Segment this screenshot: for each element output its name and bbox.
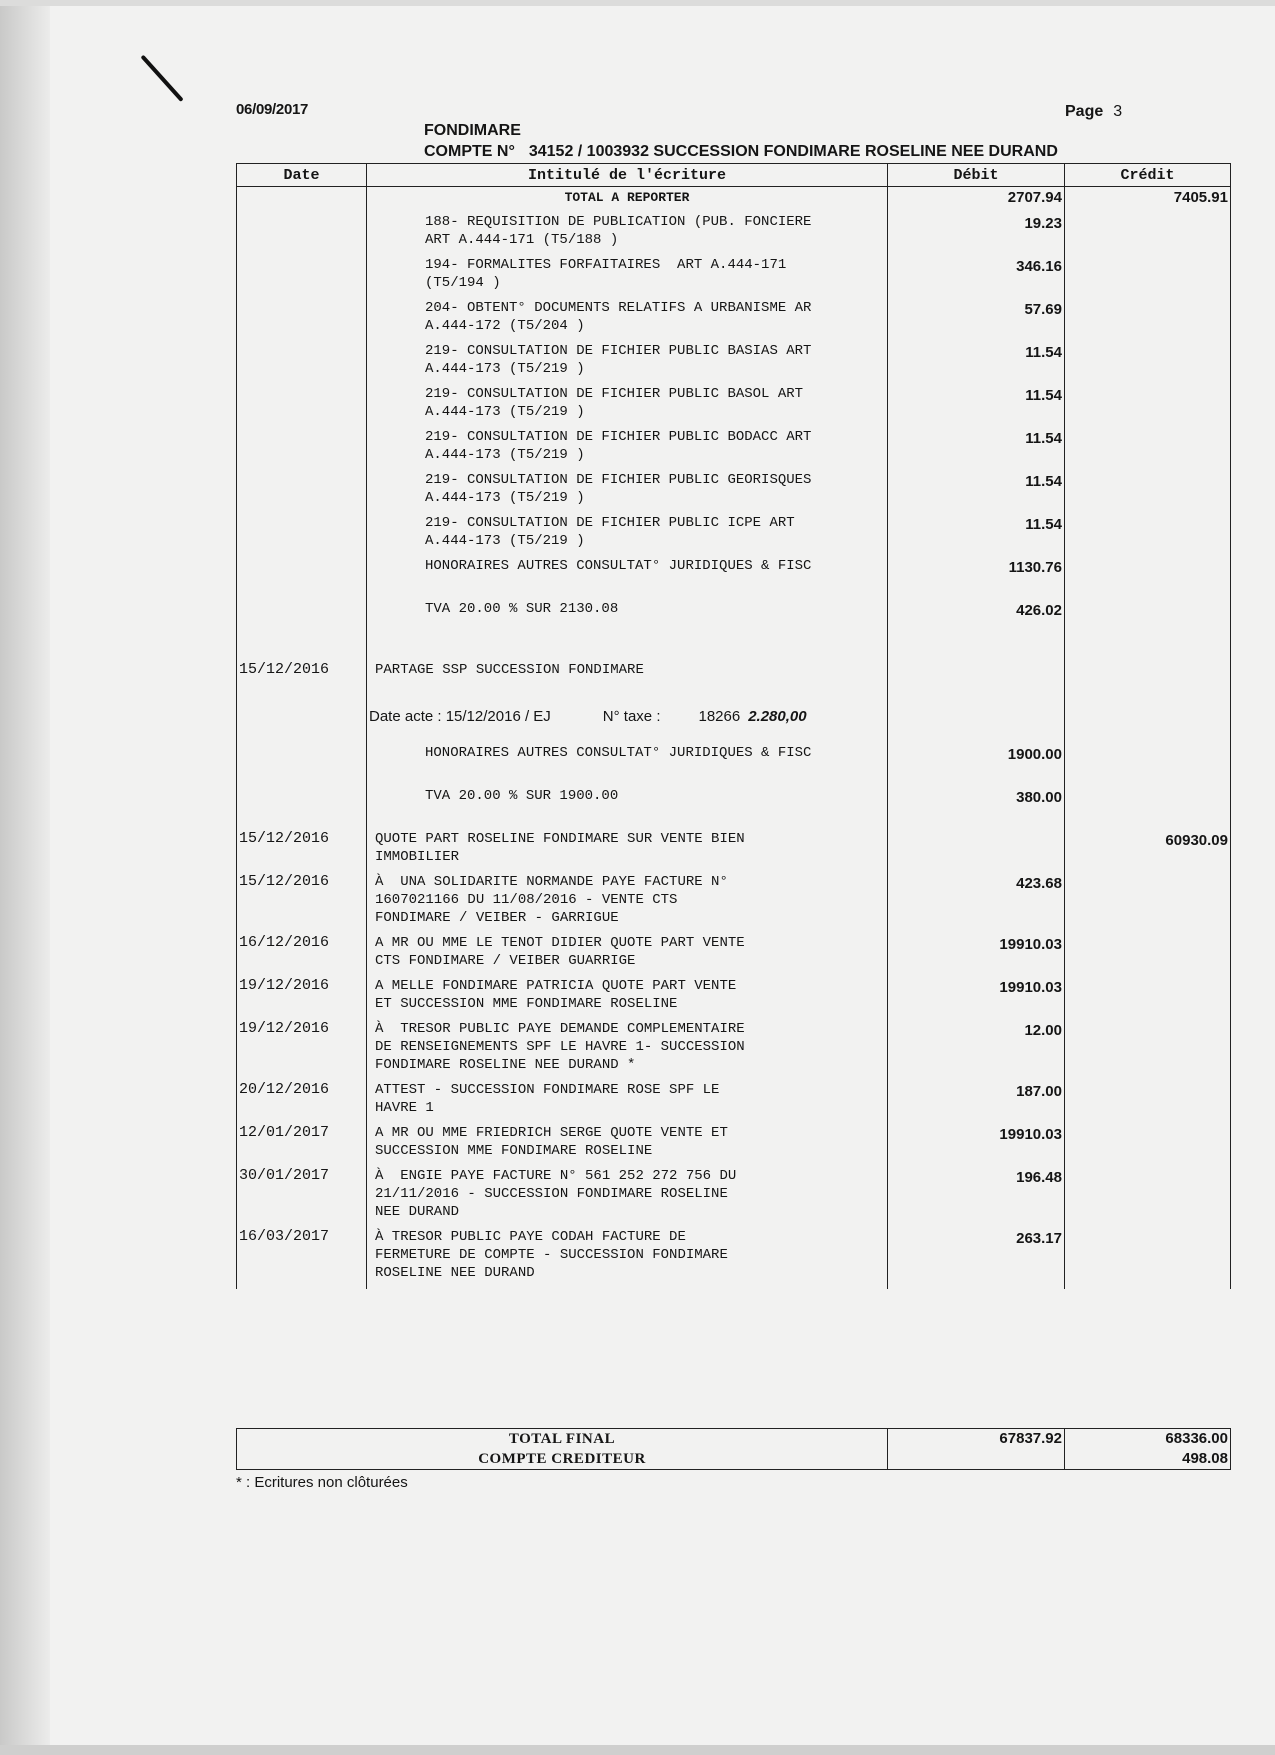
entry-credit <box>1065 873 1231 934</box>
entry-credit <box>1065 342 1231 385</box>
ledger-row <box>237 514 1231 557</box>
ledger-row <box>237 471 1231 514</box>
account-balance: 498.08 <box>1182 1450 1228 1467</box>
ledger-row <box>237 342 1231 385</box>
entry-credit <box>1065 934 1231 977</box>
entry-credit <box>1065 213 1231 256</box>
column-header-date: Date <box>237 164 367 187</box>
entry-label: A MELLE FONDIMARE PATRICIA QUOTE PART VENTE ET SUCCESSION MME FONDIMARE ROSELINE <box>367 977 888 1020</box>
entry-credit <box>1065 1020 1231 1081</box>
totals-row <box>237 1429 1231 1470</box>
entry-date <box>237 514 367 557</box>
entry-date: 15/12/2016 <box>237 661 367 704</box>
entry-credit <box>1065 385 1231 428</box>
column-header-credit: Crédit <box>1065 164 1231 187</box>
entry-date <box>237 213 367 256</box>
entry-label: 219- CONSULTATION DE FICHIER PUBLIC BODACC ART A.444-173 (T5/219 ) <box>367 428 888 471</box>
entry-debit: 11.54 <box>888 514 1065 557</box>
account-line <box>424 143 1058 161</box>
entry-date <box>237 600 367 661</box>
entry-credit <box>1065 256 1231 299</box>
entry-label: HONORAIRES AUTRES CONSULTAT° JURIDIQUES & FISC <box>367 744 888 787</box>
ledger-row <box>237 1167 1231 1228</box>
client-name: FONDIMARE <box>424 122 521 139</box>
totals-credit-cell <box>1065 1429 1231 1470</box>
column-header-label: Intitulé de l'écriture <box>367 164 888 187</box>
page-indicator <box>1065 103 1122 121</box>
entry-date: 30/01/2017 <box>237 1167 367 1228</box>
act-info-date-cell <box>237 704 367 744</box>
page-number: 3 <box>1113 103 1123 120</box>
entry-debit: 263.17 <box>888 1228 1065 1289</box>
entry-date <box>237 385 367 428</box>
entry-label: 219- CONSULTATION DE FICHIER PUBLIC BASIAS ART A.444-173 (T5/219 ) <box>367 342 888 385</box>
ledger-row <box>237 385 1231 428</box>
total-debit: 67837.92 <box>888 1429 1065 1470</box>
entry-date: 19/12/2016 <box>237 1020 367 1081</box>
entry-debit: 11.54 <box>888 385 1065 428</box>
total-credit: 68336.00 <box>1165 1430 1228 1447</box>
scan-shadow-left <box>0 0 50 1755</box>
account-label: COMPTE N° <box>424 143 515 160</box>
entry-credit: 60930.09 <box>1065 830 1231 873</box>
ledger-row <box>237 213 1231 256</box>
totals-labels <box>237 1429 888 1470</box>
entry-debit: 11.54 <box>888 428 1065 471</box>
ledger-row <box>237 934 1231 977</box>
entry-label: À ENGIE PAYE FACTURE N° 561 252 272 756 DU 21/11/2016 - SUCCESSION FONDIMARE ROSELINE NEE DURAND <box>367 1167 888 1228</box>
entry-date: 15/12/2016 <box>237 873 367 934</box>
entry-credit <box>1065 787 1231 830</box>
total-final-label: TOTAL FINAL <box>508 1431 616 1447</box>
act-date: Date acte : 15/12/2016 / EJ <box>369 708 551 725</box>
entry-credit <box>1065 299 1231 342</box>
entry-date: 15/12/2016 <box>237 830 367 873</box>
entry-date <box>237 299 367 342</box>
entry-label: 219- CONSULTATION DE FICHIER PUBLIC GEORISQUES A.444-173 (T5/219 ) <box>367 471 888 514</box>
entry-date <box>237 557 367 600</box>
scan-shadow-top <box>0 0 1275 6</box>
column-header-debit: Débit <box>888 164 1065 187</box>
entry-credit <box>1065 471 1231 514</box>
entry-debit: 19910.03 <box>888 977 1065 1020</box>
entry-label: 194- FORMALITES FORFAITAIRES ART A.444-171 (T5/194 ) <box>367 256 888 299</box>
account-reference: 34152 / 1003932 SUCCESSION FONDIMARE ROSELINE NEE DURAND <box>528 143 1058 160</box>
act-info-credit-cell <box>1065 704 1231 744</box>
entry-debit: 11.54 <box>888 471 1065 514</box>
entry-date: 16/03/2017 <box>237 1228 367 1289</box>
entry-label: À UNA SOLIDARITE NORMANDE PAYE FACTURE N° 1607021166 DU 11/08/2016 - VENTE CTS FONDIMARE / VEIBER - GARRIGUE <box>367 873 888 934</box>
balance-label: COMPTE CREDITEUR <box>478 1451 646 1467</box>
ledger-row <box>237 557 1231 600</box>
ledger-table <box>236 163 1231 1289</box>
entry-date: 16/12/2016 <box>237 934 367 977</box>
entry-date <box>237 787 367 830</box>
ledger-row <box>237 661 1231 704</box>
entry-credit <box>1065 514 1231 557</box>
act-info-debit-cell <box>888 704 1065 744</box>
entry-credit <box>1065 428 1231 471</box>
ledger-row <box>237 873 1231 934</box>
entry-credit <box>1065 600 1231 661</box>
entry-credit <box>1065 661 1231 704</box>
ledger-body <box>237 187 1231 1290</box>
ledger-row <box>237 428 1231 471</box>
carry-forward-credit: 7405.91 <box>1065 187 1231 214</box>
ledger-row <box>237 256 1231 299</box>
ledger-row <box>237 1228 1231 1289</box>
entry-label: 204- OBTENT° DOCUMENTS RELATIFS A URBANISME AR A.444-172 (T5/204 ) <box>367 299 888 342</box>
act-info-row <box>237 704 1231 744</box>
entry-date: 19/12/2016 <box>237 977 367 1020</box>
entry-date <box>237 256 367 299</box>
ledger-row <box>237 1020 1231 1081</box>
ledger-header-row <box>237 164 1231 187</box>
entry-debit: 19910.03 <box>888 1124 1065 1167</box>
carry-forward-label: TOTAL A REPORTER <box>367 187 888 214</box>
entry-label: ATTEST - SUCCESSION FONDIMARE ROSE SPF LE HAVRE 1 <box>367 1081 888 1124</box>
entry-debit: 19.23 <box>888 213 1065 256</box>
page-label: Page <box>1065 103 1104 120</box>
carry-forward-debit: 2707.94 <box>888 187 1065 214</box>
entry-credit <box>1065 557 1231 600</box>
entry-debit: 1130.76 <box>888 557 1065 600</box>
entry-label: TVA 20.00 % SUR 1900.00 <box>367 787 888 830</box>
entry-label: A MR OU MME FRIEDRICH SERGE QUOTE VENTE ET SUCCESSION MME FONDIMARE ROSELINE <box>367 1124 888 1167</box>
entry-debit: 1900.00 <box>888 744 1065 787</box>
entry-debit: 346.16 <box>888 256 1065 299</box>
entry-label: À TRESOR PUBLIC PAYE CODAH FACTURE DE FERMETURE DE COMPTE - SUCCESSION FONDIMARE ROSELINE NEE DURAND <box>367 1228 888 1289</box>
entry-debit: 380.00 <box>888 787 1065 830</box>
ledger-row <box>237 830 1231 873</box>
tax-number: 18266 <box>698 708 741 725</box>
entry-debit: 19910.03 <box>888 934 1065 977</box>
totals-table <box>236 1428 1231 1470</box>
ledger-row <box>237 977 1231 1020</box>
entry-debit <box>888 830 1065 873</box>
footnote: * : Ecritures non clôturées <box>236 1474 408 1491</box>
entry-date: 12/01/2017 <box>237 1124 367 1167</box>
ledger-row <box>237 600 1231 661</box>
entry-debit: 12.00 <box>888 1020 1065 1081</box>
entry-date <box>237 744 367 787</box>
entry-credit <box>1065 1081 1231 1124</box>
ledger-row <box>237 299 1231 342</box>
entry-debit: 423.68 <box>888 873 1065 934</box>
entry-label: HONORAIRES AUTRES CONSULTAT° JURIDIQUES & FISC <box>367 557 888 600</box>
pen-mark <box>141 55 184 102</box>
entry-label: 188- REQUISITION DE PUBLICATION (PUB. FONCIERE ART A.444-171 (T5/188 ) <box>367 213 888 256</box>
entry-credit <box>1065 744 1231 787</box>
entry-credit <box>1065 1167 1231 1228</box>
entry-credit <box>1065 977 1231 1020</box>
tax-amount: 2.280,00 <box>748 708 807 725</box>
ledger-row <box>237 1124 1231 1167</box>
tax-label: N° taxe : <box>602 708 661 725</box>
entry-credit <box>1065 1124 1231 1167</box>
entry-debit: 187.00 <box>888 1081 1065 1124</box>
ledger-row <box>237 787 1231 830</box>
entry-date <box>237 471 367 514</box>
entry-label: 219- CONSULTATION DE FICHIER PUBLIC BASOL ART A.444-173 (T5/219 ) <box>367 385 888 428</box>
ledger-row <box>237 744 1231 787</box>
entry-date: 20/12/2016 <box>237 1081 367 1124</box>
entry-debit: 11.54 <box>888 342 1065 385</box>
entry-date <box>237 342 367 385</box>
entry-debit <box>888 661 1065 704</box>
carry-forward-row <box>237 187 1231 214</box>
scan-shadow-bottom <box>0 1745 1275 1755</box>
entry-credit <box>1065 1228 1231 1289</box>
entry-label: 219- CONSULTATION DE FICHIER PUBLIC ICPE ART A.444-173 (T5/219 ) <box>367 514 888 557</box>
carry-forward-date <box>237 187 367 214</box>
entry-debit: 426.02 <box>888 600 1065 661</box>
entry-date <box>237 428 367 471</box>
document-date: 06/09/2017 <box>236 101 309 118</box>
entry-label: A MR OU MME LE TENOT DIDIER QUOTE PART VENTE CTS FONDIMARE / VEIBER GUARRIGE <box>367 934 888 977</box>
entry-label: PARTAGE SSP SUCCESSION FONDIMARE <box>367 661 888 704</box>
act-info-cell <box>367 704 888 744</box>
entry-label: QUOTE PART ROSELINE FONDIMARE SUR VENTE BIEN IMMOBILIER <box>367 830 888 873</box>
entry-label: TVA 20.00 % SUR 2130.08 <box>367 600 888 661</box>
entry-debit: 57.69 <box>888 299 1065 342</box>
ledger-row <box>237 1081 1231 1124</box>
entry-debit: 196.48 <box>888 1167 1065 1228</box>
entry-label: À TRESOR PUBLIC PAYE DEMANDE COMPLEMENTAIRE DE RENSEIGNEMENTS SPF LE HAVRE 1- SUCCESSION FONDIMARE ROSELINE NEE DURAND * <box>367 1020 888 1081</box>
